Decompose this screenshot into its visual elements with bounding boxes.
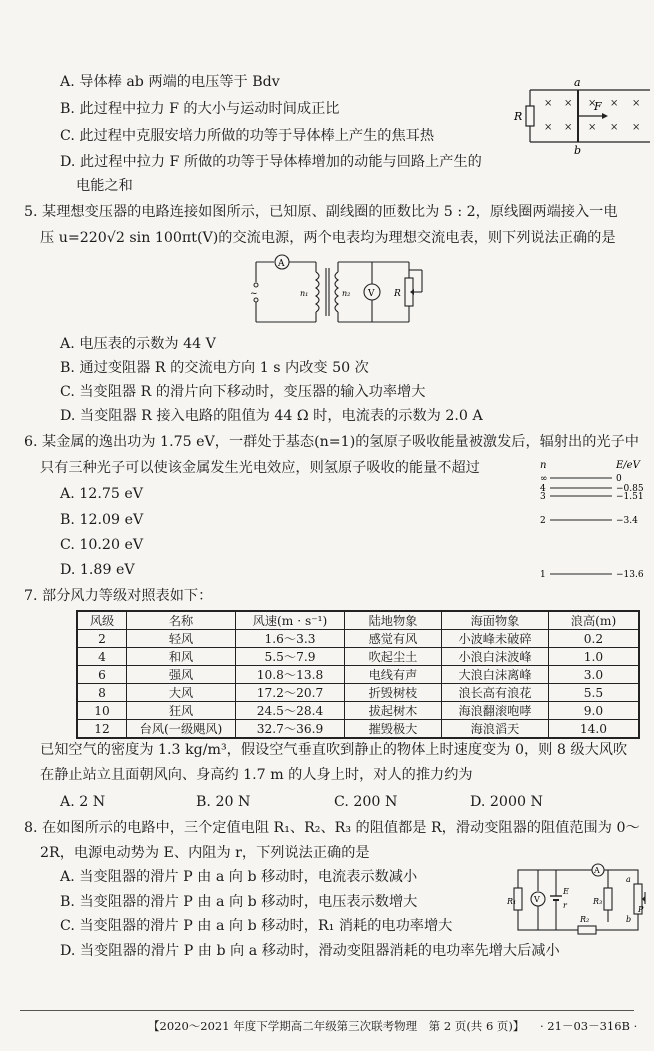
q8-stem-line1: 8. 在如图所示的电路中，三个定值电阻 R₁、R₂、R₃ 的阻值都是 R，滑动变阻器的阻值范围为 0～ — [24, 820, 640, 836]
table-row — [77, 702, 639, 720]
q8-r2-label: R₂ — [580, 915, 590, 924]
table-cell: 海浪翻滚咆哮 — [442, 702, 549, 720]
q5-option-c: C. 当变阻器 R 的滑片向下移动时，变压器的输入功率增大 — [60, 384, 426, 400]
table-cell: 大风 — [127, 684, 236, 702]
q5-stem-line2: 压 u=220√2 sin 100πt(V)的交流电源，两个电表均为理想交流电表，则下列说法正确的是 — [40, 230, 616, 246]
q7-after-line1: 已知空气的密度为 1.3 kg/m³，假设空气垂直吹到静止的物体上时速度变为 0，则 8 级大风吹 — [40, 742, 628, 758]
header-speed: 风速(m · s⁻¹) — [236, 611, 345, 630]
q5-n2-label: n₂ — [342, 289, 351, 298]
table-cell: 5.5～7.9 — [236, 648, 345, 666]
table-cell: 4 — [77, 648, 127, 666]
header-sea: 海面物象 — [442, 611, 549, 630]
q6-option-c: C. 10.20 eV — [60, 537, 144, 553]
table-header-row — [77, 611, 639, 630]
field-cross-icon: × — [544, 98, 553, 109]
q4-rail-figure — [510, 78, 650, 156]
table-cell: 17.2～20.7 — [236, 684, 345, 702]
q6-stem-line1: 6. 某金属的逸出功为 1.75 eV，一群处于基态(n=1)的氢原子吸收能量被激发后，辐射出的光子中 — [24, 434, 639, 450]
header-land: 陆地物象 — [345, 611, 442, 630]
q5-option-a: A. 电压表的示数为 44 V — [60, 336, 216, 352]
table-row — [77, 666, 639, 684]
energy-level-n: 3 — [540, 492, 546, 502]
q5-r-label: R — [394, 289, 401, 299]
table-cell: 摧毁极大 — [345, 720, 442, 739]
table-cell: 台风(一级飓风) — [127, 720, 236, 739]
q7-option-a: A. 2 N — [60, 794, 106, 810]
header-wave: 浪高(m) — [549, 611, 640, 630]
energy-level-n: 2 — [540, 516, 546, 526]
table-cell: 8 — [77, 684, 127, 702]
q4-label-f: F — [594, 100, 602, 113]
q8-option-a: A. 当变阻器的滑片 P 由 a 向 b 移动时，电流表示数减小 — [60, 869, 418, 885]
table-cell: 1.6～3.3 — [236, 630, 345, 648]
q7-after-line2: 在静止站立且面朝风向、身高约 1.7 m 的人身上时，对人的推力约为 — [40, 767, 473, 783]
q8-p-label: P — [638, 905, 644, 914]
energy-level-value: −3.4 — [616, 516, 638, 526]
q8-r-label: r — [563, 901, 567, 910]
table-cell: 12 — [77, 720, 127, 739]
table-cell: 小波峰未破碎 — [442, 630, 549, 648]
q8-option-b: B. 当变阻器的滑片 P 由 a 向 b 移动时，电压表示数增大 — [60, 894, 418, 910]
field-cross-icon: × — [610, 122, 619, 133]
q6-stem-line2: 只有三种光子可以使该金属发生光电效应，则氢原子吸收的能量不超过 — [40, 460, 480, 476]
table-cell: 10.8～13.8 — [236, 666, 345, 684]
table-cell: 6 — [77, 666, 127, 684]
energy-e-header: E/eV — [616, 460, 640, 471]
table-row — [77, 648, 639, 666]
q8-ammeter-label: A — [594, 866, 600, 875]
q5-transformer-figure — [244, 252, 424, 330]
table-cell: 强风 — [127, 666, 236, 684]
wind-scale-table — [76, 610, 640, 739]
q6-option-b: B. 12.09 eV — [60, 512, 144, 528]
field-cross-icon: × — [588, 98, 597, 109]
table-cell: 2 — [77, 630, 127, 648]
footer-divider — [20, 1010, 634, 1011]
q7-option-c: C. 200 N — [334, 794, 398, 810]
table-cell: 10 — [77, 702, 127, 720]
field-cross-icon: × — [588, 122, 597, 133]
table-cell: 折毁树枝 — [345, 684, 442, 702]
table-cell: 狂风 — [127, 702, 236, 720]
q4-option-b: B. 此过程中拉力 F 的大小与运动时间成正比 — [60, 101, 340, 117]
q5-voltmeter-label: V — [368, 289, 375, 299]
q8-circuit-figure — [508, 862, 648, 938]
energy-n-header: n — [540, 460, 547, 471]
q8-voltmeter-label: V — [534, 895, 540, 904]
q4-label-a: a — [574, 76, 581, 89]
table-cell: 大浪白沫离峰 — [442, 666, 549, 684]
energy-level-n: 4 — [540, 484, 546, 494]
q4-option-c: C. 此过程中克服安培力所做的功等于导体棒上产生的焦耳热 — [60, 128, 435, 144]
q5-ammeter-label: A — [278, 259, 285, 269]
table-cell: 3.0 — [549, 666, 640, 684]
q4-label-b: b — [574, 144, 582, 157]
energy-level-value: −1.51 — [616, 492, 644, 502]
q5-option-d: D. 当变阻器 R 接入电路的阻值为 44 Ω 时，电流表的示数为 2.0 A — [60, 408, 483, 424]
table-cell: 和风 — [127, 648, 236, 666]
table-row — [77, 684, 639, 702]
q8-e-label: E — [563, 887, 569, 896]
table-cell: 电线有声 — [345, 666, 442, 684]
q8-r1-label: R₁ — [507, 897, 517, 906]
field-cross-icon: × — [564, 98, 573, 109]
q4-option-a: A. 导体棒 ab 两端的电压等于 Bdv — [60, 74, 280, 90]
q8-stem-line2: 2R，电源电动势为 E、内阻为 r，下列说法正确的是 — [40, 845, 370, 861]
q8-option-c: C. 当变阻器的滑片 P 由 a 向 b 移动时，R₁ 消耗的电功率增大 — [60, 918, 453, 934]
energy-level-n: ∞ — [540, 474, 548, 484]
table-cell: 吹起尘土 — [345, 648, 442, 666]
table-cell: 1.0 — [549, 648, 640, 666]
q6-option-d: D. 1.89 eV — [60, 562, 135, 578]
q4-label-r: R — [514, 110, 523, 123]
table-cell: 浪长高有浪花 — [442, 684, 549, 702]
table-cell: 感觉有风 — [345, 630, 442, 648]
field-cross-icon: × — [544, 122, 553, 133]
table-cell: 轻风 — [127, 630, 236, 648]
q4-option-d-line2: 电能之和 — [76, 178, 133, 194]
q8-option-d: D. 当变阻器的滑片 P 由 b 向 a 移动时，滑动变阻器消耗的电功率先增大后减小 — [60, 943, 560, 959]
table-cell: 14.0 — [549, 720, 640, 739]
q7-stem: 7. 部分风力等级对照表如下： — [24, 588, 213, 604]
q6-option-a: A. 12.75 eV — [60, 486, 144, 502]
energy-level-value: −0.85 — [616, 484, 644, 494]
header-grade: 风级 — [77, 611, 127, 630]
q5-n1-label: n₁ — [300, 289, 309, 298]
field-cross-icon: × — [564, 122, 573, 133]
table-row — [77, 720, 639, 739]
footer-right: · 21－03－316B · — [540, 1019, 638, 1033]
q8-r3-label: R₃ — [593, 897, 603, 906]
header-name: 名称 — [127, 611, 236, 630]
table-cell: 海浪滔天 — [442, 720, 549, 739]
table-cell: 24.5～28.4 — [236, 702, 345, 720]
table-cell: 5.5 — [549, 684, 640, 702]
q7-option-b: B. 20 N — [196, 794, 251, 810]
table-cell: 32.7～36.9 — [236, 720, 345, 739]
energy-level-diagram — [536, 458, 648, 588]
table-cell: 拔起树木 — [345, 702, 442, 720]
table-cell: 9.0 — [549, 702, 640, 720]
q8-a-label: a — [626, 875, 631, 884]
energy-level-n: 1 — [540, 570, 546, 580]
table-row — [77, 630, 639, 648]
field-cross-icon: × — [610, 98, 619, 109]
q5-stem-line1: 5. 某理想变压器的电路连接如图所示，已知原、副线圈的匝数比为 5 : 2，原线圈两端接入一电 — [24, 204, 618, 220]
field-cross-icon: × — [632, 122, 641, 133]
table-cell: 0.2 — [549, 630, 640, 648]
table-cell: 小浪白沫波峰 — [442, 648, 549, 666]
energy-level-value: −13.6 — [616, 570, 644, 580]
q5-source-label: ~ — [250, 289, 258, 299]
q7-option-d: D. 2000 N — [470, 794, 543, 810]
field-cross-icon: × — [632, 98, 641, 109]
footer-left: 【2020～2021 年度下学期高二年级第三次联考物理 第 2 页(共 6 页)】 — [148, 1019, 525, 1033]
q4-option-d-line1: D. 此过程中拉力 F 所做的功等于导体棒增加的动能与回路上产生的 — [60, 154, 482, 170]
q5-option-b: B. 通过变阻器 R 的交流电方向 1 s 内改变 50 次 — [60, 360, 369, 376]
energy-level-value: 0 — [616, 474, 622, 484]
q8-b-label: b — [626, 915, 632, 924]
